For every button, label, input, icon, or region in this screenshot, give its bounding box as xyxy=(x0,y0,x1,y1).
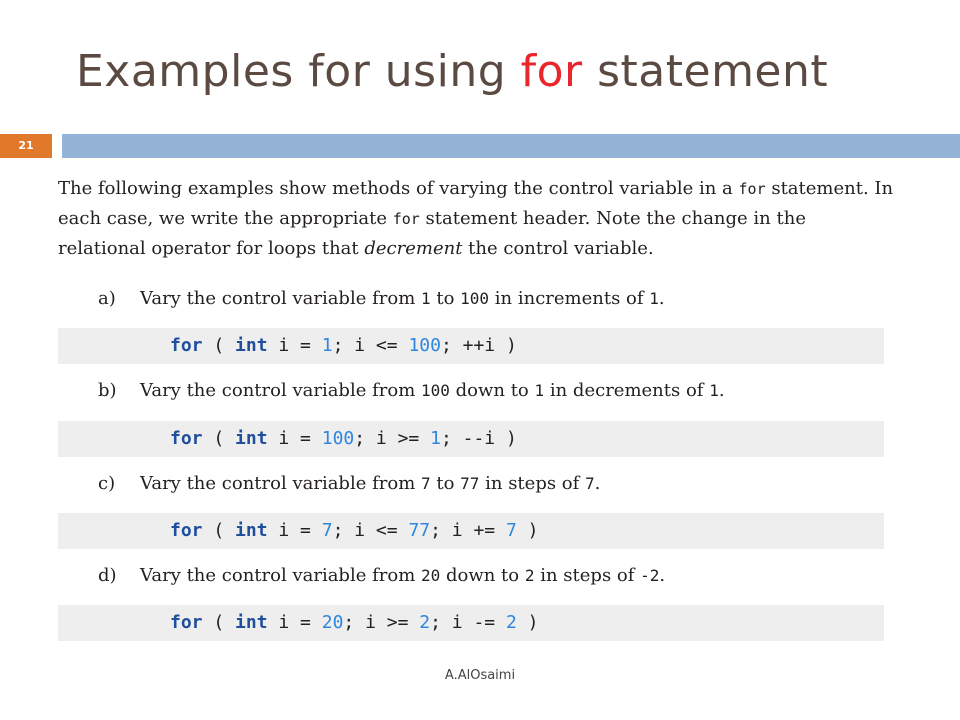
code-number: 1 xyxy=(430,428,441,449)
desc-text: down to xyxy=(440,565,525,586)
example-letter: c) xyxy=(98,473,116,494)
desc-value: 1 xyxy=(649,289,659,308)
code-number: 100 xyxy=(408,335,441,356)
code-text: ; i <= xyxy=(332,335,409,356)
desc-value: 100 xyxy=(460,289,490,308)
code-keyword: for xyxy=(170,428,203,449)
intro-text: The following examples show methods of varying the control variable in a xyxy=(58,178,739,199)
desc-value: 77 xyxy=(460,474,480,493)
example-c-code-block xyxy=(58,513,884,549)
example-a-code-block xyxy=(58,328,884,364)
code-text: ; i -= xyxy=(430,612,506,633)
desc-text: in increments of xyxy=(489,288,650,309)
intro-text: statement. In each case, we write the appropriate xyxy=(58,178,894,229)
code-text: ( xyxy=(202,612,236,633)
code-line xyxy=(170,421,517,457)
header-bar xyxy=(62,134,960,158)
code-keyword: for xyxy=(170,520,203,541)
code-keyword: int xyxy=(235,612,268,633)
code-number: 2 xyxy=(505,612,517,633)
desc-value: 100 xyxy=(420,381,450,400)
example-letter: b) xyxy=(98,380,117,401)
title-keyword: for xyxy=(520,46,583,97)
code-text: ) xyxy=(516,612,539,633)
slide-number: 21 xyxy=(0,134,52,158)
code-text: ( xyxy=(202,335,236,356)
code-line xyxy=(170,513,539,549)
code-text: i = xyxy=(267,520,322,541)
desc-text: . xyxy=(659,565,666,586)
code-number: 7 xyxy=(321,520,333,541)
example-letter: d) xyxy=(98,565,117,586)
intro-emphasis: decrement xyxy=(364,238,463,259)
desc-value: 20 xyxy=(420,566,441,585)
example-c-description xyxy=(98,469,600,499)
desc-value: 2 xyxy=(524,566,535,585)
title-text-before: Examples for using xyxy=(76,46,521,97)
intro-text: statement header. Note the change in the relational operator for loops that xyxy=(58,208,806,259)
code-text: ; i >= xyxy=(343,612,420,633)
desc-text: in steps of xyxy=(479,473,586,494)
example-d-description xyxy=(98,561,665,591)
desc-value: 1 xyxy=(534,381,545,400)
code-text: ; i >= xyxy=(354,428,431,449)
intro-text: the control variable. xyxy=(462,238,654,259)
code-text: ) xyxy=(516,520,539,541)
desc-text: Vary the control variable from xyxy=(140,473,421,494)
example-d-code-block xyxy=(58,605,884,641)
code-number: 1 xyxy=(321,335,333,356)
desc-value: 1 xyxy=(420,289,431,308)
desc-text: Vary the control variable from xyxy=(140,288,421,309)
example-b-code-block xyxy=(58,421,884,457)
example-b-description xyxy=(98,376,725,406)
example-a-description xyxy=(98,284,665,314)
code-text: i = xyxy=(267,428,322,449)
desc-text: Vary the control variable from xyxy=(140,565,421,586)
desc-value: 7 xyxy=(585,474,595,493)
code-text: ; i <= xyxy=(332,520,409,541)
code-text: ; i += xyxy=(430,520,506,541)
code-text: i = xyxy=(267,612,322,633)
desc-text: down to xyxy=(449,380,535,401)
desc-value: -2 xyxy=(640,566,660,585)
code-number: 100 xyxy=(321,428,355,449)
intro-code: for xyxy=(392,210,420,228)
desc-value: 1 xyxy=(709,381,719,400)
code-keyword: for xyxy=(170,612,203,633)
desc-text: to xyxy=(430,288,461,309)
desc-text: to xyxy=(430,473,461,494)
example-letter: a) xyxy=(98,288,116,309)
title-text-after: statement xyxy=(582,46,829,97)
intro-code: for xyxy=(738,180,766,198)
code-keyword: int xyxy=(235,520,268,541)
desc-text: . xyxy=(718,380,725,401)
code-text: ; --i ) xyxy=(440,428,517,449)
desc-text: in steps of xyxy=(534,565,641,586)
code-number: 7 xyxy=(505,520,517,541)
slide-title xyxy=(76,46,828,97)
code-keyword: for xyxy=(170,335,203,356)
code-keyword: int xyxy=(235,335,268,356)
code-text: ( xyxy=(202,520,236,541)
code-text: i = xyxy=(267,335,322,356)
footer-author: A.AlOsaimi xyxy=(444,668,516,683)
code-number: 77 xyxy=(408,520,431,541)
code-text: ; ++i ) xyxy=(440,335,517,356)
code-line xyxy=(170,605,539,641)
code-text: ( xyxy=(202,428,236,449)
code-line xyxy=(170,328,517,364)
desc-text: in decrements of xyxy=(544,380,710,401)
intro-paragraph xyxy=(58,174,894,264)
code-keyword: int xyxy=(235,428,268,449)
code-number: 2 xyxy=(419,612,431,633)
desc-text: . xyxy=(658,288,665,309)
desc-value: 7 xyxy=(420,474,431,493)
desc-text: . xyxy=(594,473,601,494)
code-number: 20 xyxy=(321,612,344,633)
desc-text: Vary the control variable from xyxy=(140,380,421,401)
